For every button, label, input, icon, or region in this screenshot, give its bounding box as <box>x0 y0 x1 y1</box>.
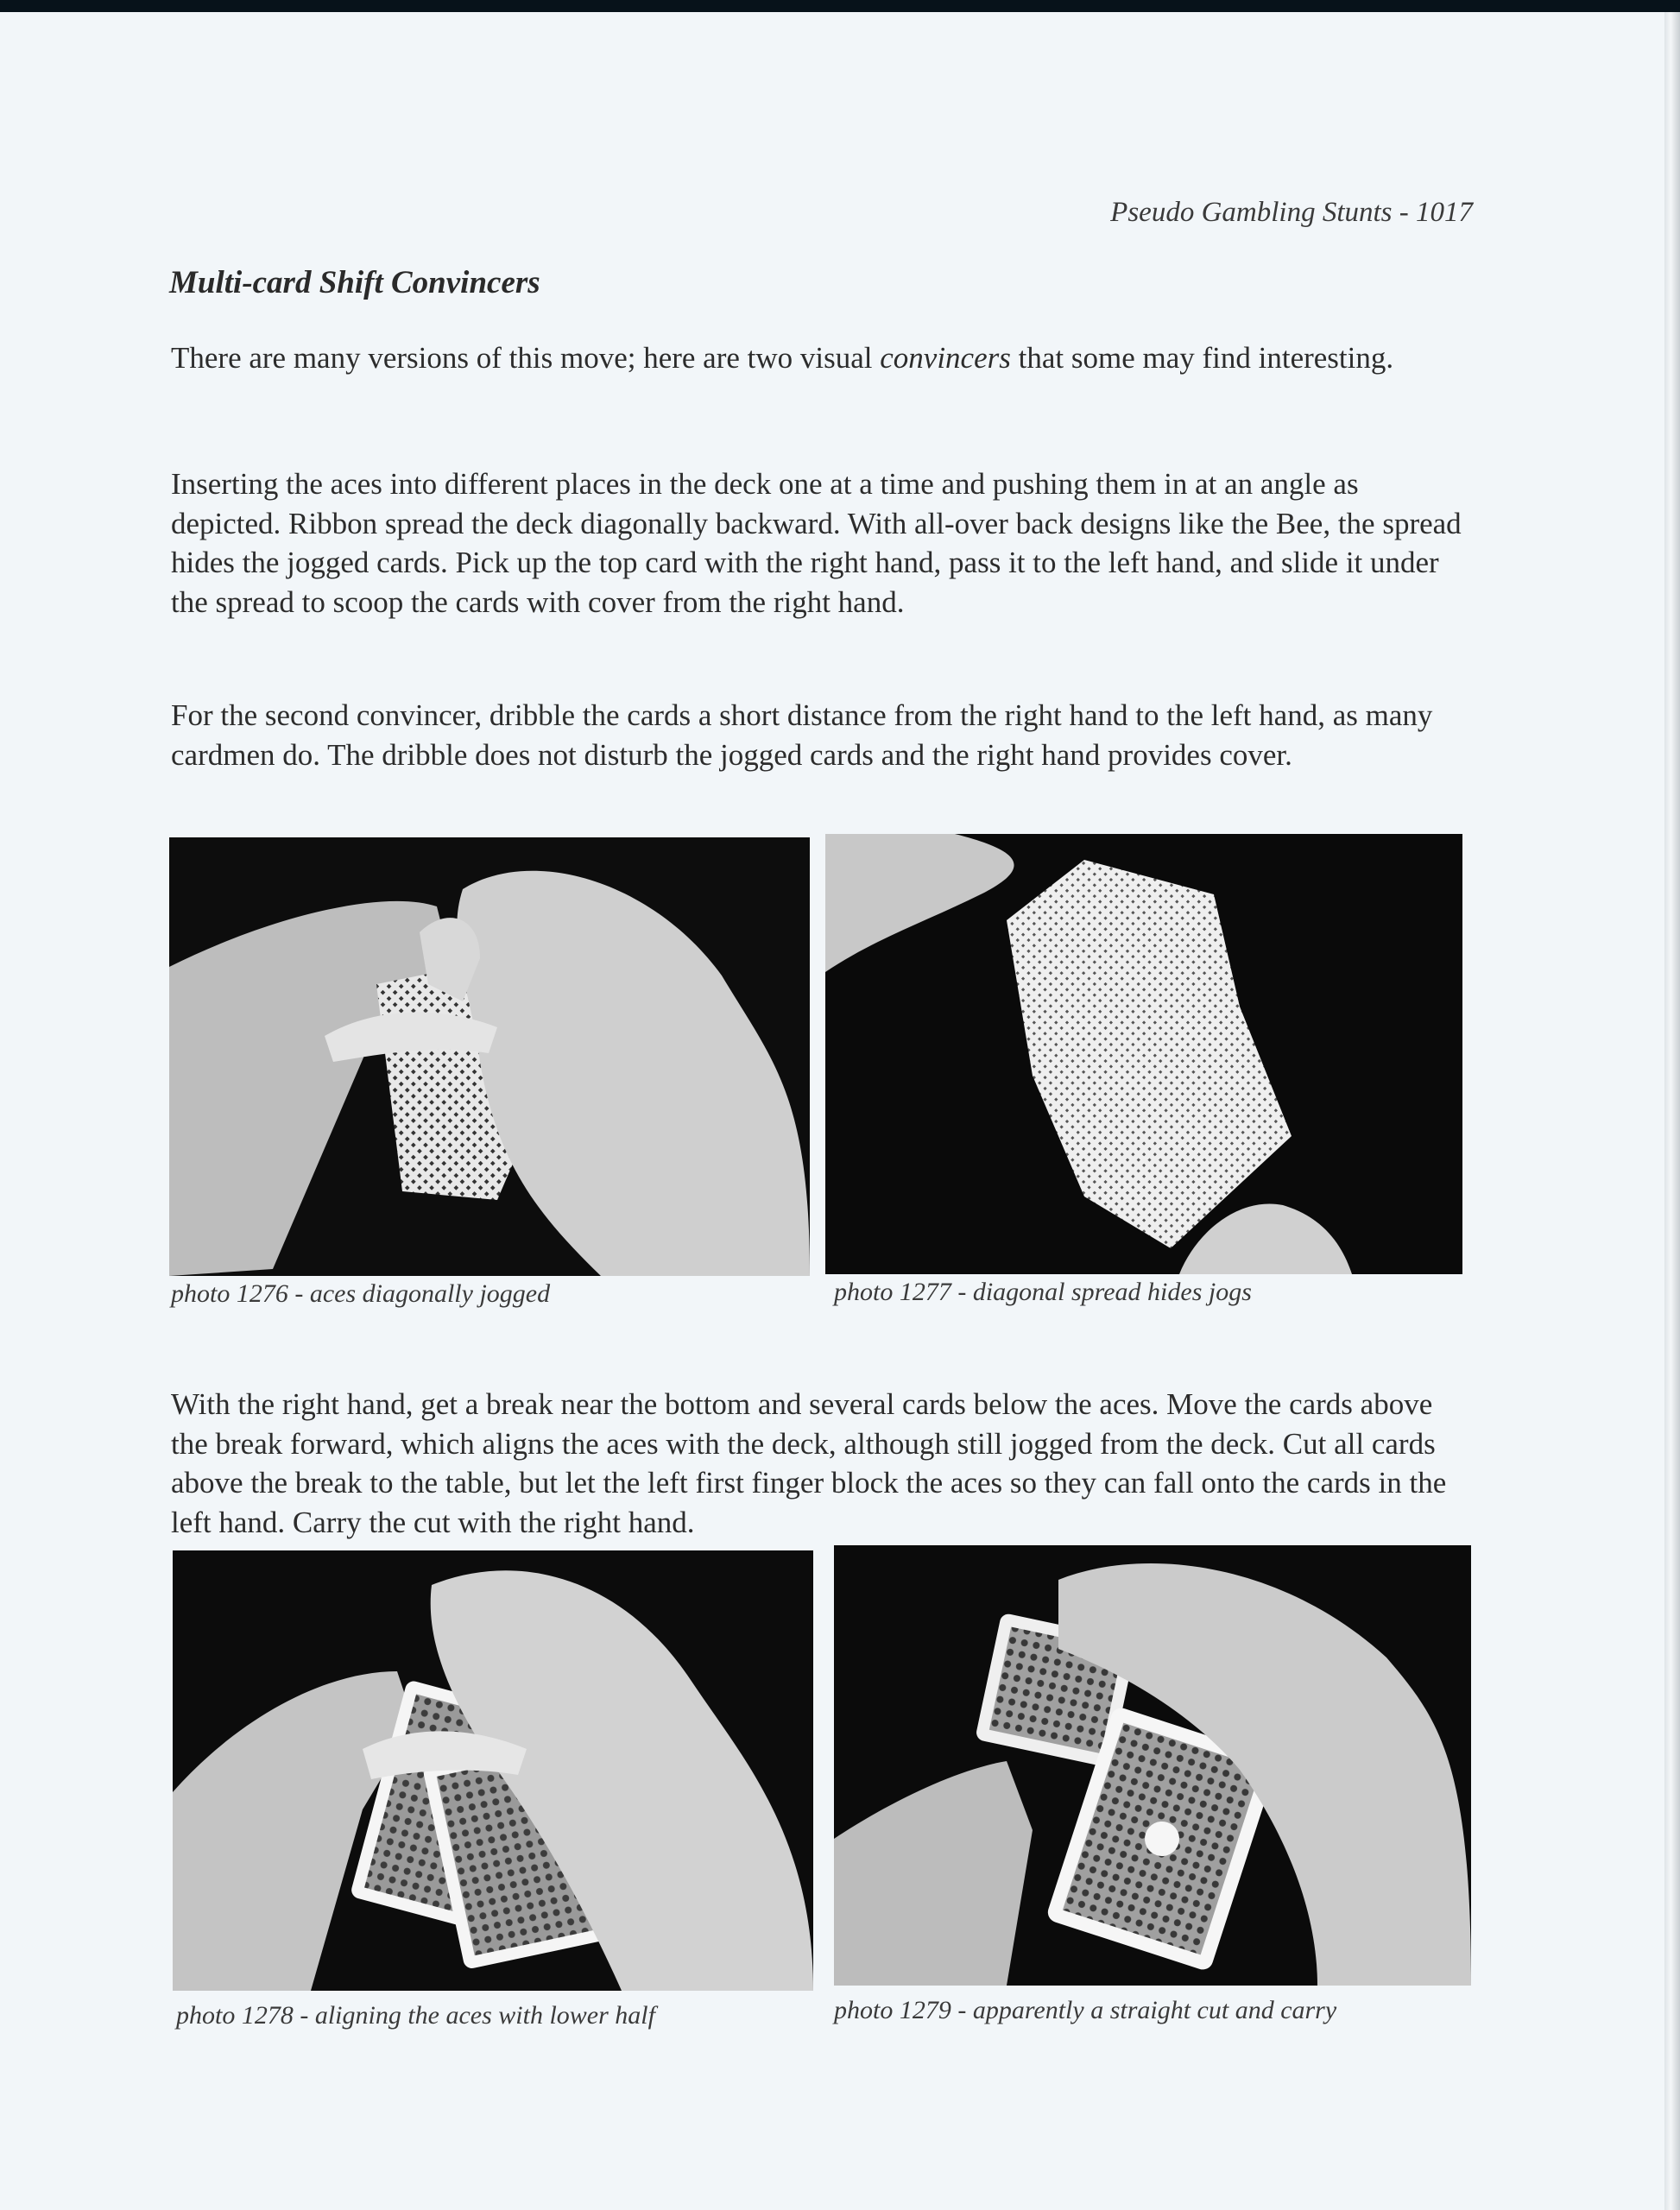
photo-1278-image <box>173 1550 813 1991</box>
paragraph-intro-text-2: that some may find interesting. <box>1010 341 1394 375</box>
photo-1279-caption: photo 1279 - apparently a straight cut and carry <box>834 1996 1337 2024</box>
paragraph-break-and-cut: With the right hand, get a break near the bottom and several cards below the aces. Move the cards above the break forward, which aligns the aces with the deck, although still jogged from the deck. Cut all cards above the break to the table, but let the left first finger block the aces so they can fall onto the cards in the left hand. Carry the cut with the right hand. <box>171 1387 1447 1539</box>
paragraph-intro <box>171 338 1466 378</box>
photo-1277-image <box>825 834 1462 1274</box>
page-edge <box>1664 12 1680 2210</box>
photo-1279-image <box>834 1545 1471 1986</box>
paragraph-intro-emphasis: convincers <box>880 341 1011 375</box>
section-title: Multi-card Shift Convincers <box>169 265 540 300</box>
photo-1276-image <box>169 837 810 1276</box>
photo-1277-caption: photo 1277 - diagonal spread hides jogs <box>834 1278 1252 1306</box>
running-head: Pseudo Gambling Stunts - 1017 <box>1110 197 1473 228</box>
paragraph-second-convincer: For the second convincer, dribble the cards a short distance from the right hand to the left hand, as many cardmen do. The dribble does not disturb the jogged cards and the right hand provides cover. <box>171 698 1433 772</box>
photo-1278-caption: photo 1278 - aligning the aces with lower half <box>176 2001 655 2030</box>
photo-1276-caption: photo 1276 - aces diagonally jogged <box>171 1279 551 1308</box>
paragraph-first-convincer: Inserting the aces into different places in the deck one at a time and pushing them in at an angle as depicted. Ribbon spread the deck diagonally backward. With all-over back designs like the Bee, the spread hides the jogged cards. Pick up the top card with the right hand, pass it to the left hand, and slide it under the spread to scoop the cards with cover from the right hand. <box>171 467 1462 619</box>
paragraph-intro-text-1: There are many versions of this move; here are two visual <box>171 341 881 375</box>
